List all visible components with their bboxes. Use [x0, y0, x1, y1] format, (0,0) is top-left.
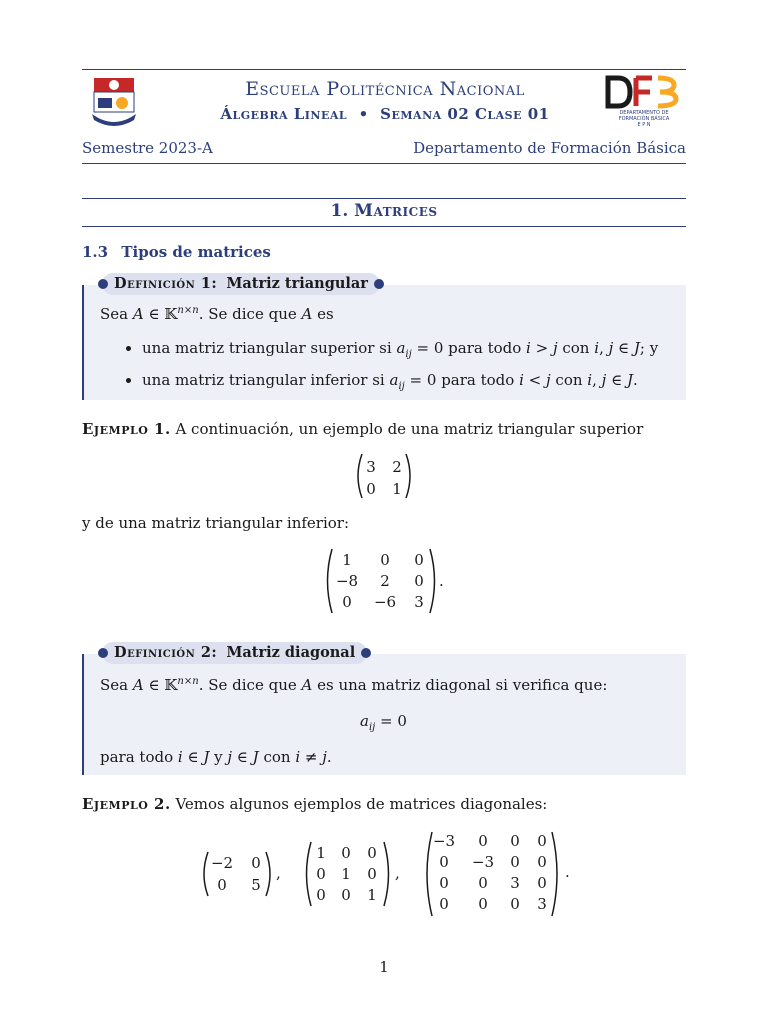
matrix-cell: 2 [392, 458, 402, 476]
definition-2-formula: $a_{ij} = 0$ [360, 712, 407, 733]
matrix-lower-triangular [323, 547, 443, 615]
bullet1-con: con [557, 339, 595, 357]
matrix-cell: 2 [380, 572, 390, 590]
matrix-upper-triangular [354, 452, 414, 500]
matrix-cell: 0 [341, 844, 351, 862]
comma: , [276, 864, 281, 882]
subsection-title: Tipos de matrices [121, 243, 271, 261]
institution-name: Escuela Politécnica Nacional [245, 78, 525, 100]
matrix-cell: 3 [537, 895, 547, 913]
bullet-dot [126, 346, 131, 351]
definition-2-label: Definición 2: [114, 644, 218, 661]
matrix-cell: −8 [335, 572, 359, 590]
subsection-number: 1.3 [82, 243, 109, 261]
example-1-between: y de una matriz triangular inferior: [82, 514, 350, 532]
matrix-cell: 0 [342, 593, 352, 611]
matrix-cell: 0 [414, 572, 424, 590]
definition-1-name: Matriz triangular [226, 275, 368, 292]
section-bottom-rule [82, 226, 686, 227]
example-2-label: Ejemplo 2. [82, 795, 171, 813]
def2-closing-con: con [258, 748, 296, 766]
example-1-body: A continuación, un ejemplo de una matriz triangular superior [175, 420, 644, 438]
matrix-cell: 0 [510, 853, 520, 871]
matrix-cell: 0 [478, 895, 488, 913]
definition-1-tab [102, 273, 380, 295]
bullet2-end: . [632, 371, 638, 389]
matrix-cell: 0 [251, 854, 261, 872]
header-bottom-rule [82, 163, 686, 164]
matrix-cell: 3 [510, 874, 520, 892]
matrix-cell: 0 [380, 551, 390, 569]
matrix-cell: 0 [439, 853, 449, 871]
matrix-cell: 0 [510, 832, 520, 850]
matrix-cell: 1 [341, 865, 351, 883]
section-title: Matrices [354, 201, 438, 221]
matrix-diagonal-4x4 [422, 830, 576, 918]
matrix-diagonal-2x2 [200, 850, 286, 898]
matrix-cell: 0 [316, 865, 326, 883]
def2-closing-y: y [209, 748, 228, 766]
dfb-logo-epn: E P N [637, 122, 651, 128]
matrix-cell: 0 [316, 886, 326, 904]
matrix-cell: −6 [373, 593, 397, 611]
matrix-cell: 3 [414, 593, 424, 611]
matrix-cell: 1 [342, 551, 352, 569]
matrix-cell: −2 [210, 854, 234, 872]
header-top-rule [82, 69, 686, 70]
matrix-cell: −3 [432, 832, 456, 850]
definition-2-box [82, 644, 686, 775]
matrix-cell: 0 [478, 832, 488, 850]
def2-intro-post: . Se dice que [198, 676, 302, 694]
tab-right-dot [361, 648, 371, 658]
matrix-cell: 0 [414, 551, 424, 569]
definition-1-label: Definición 1: [114, 275, 218, 292]
def1-intro-end: es [312, 305, 334, 323]
matrix-cell: 0 [367, 865, 377, 883]
period: . [439, 572, 444, 590]
section-number: 1. [330, 201, 349, 221]
bullet2-pre: una matriz triangular inferior si [142, 371, 390, 389]
matrix-cell: 0 [217, 876, 227, 894]
matrix-cell: 0 [510, 895, 520, 913]
definition-1-bullet-upper: una matriz triangular superior si $a_{ij} = 0$ para todo i > j con i, j ∈ J; y [142, 339, 659, 360]
matrix-cell: 0 [366, 480, 376, 498]
matrix-diagonal-3x3 [302, 840, 406, 908]
def2-intro-end: es una matriz diagonal si verifica que: [312, 676, 608, 694]
matrix-cell: 1 [367, 886, 377, 904]
matrix-cell: 0 [478, 874, 488, 892]
example-2-body: Vemos algunos ejemplos de matrices diagonales: [175, 795, 548, 813]
session-name: Semana 02 Clase 01 [380, 105, 550, 123]
course-line [160, 105, 610, 123]
bullet-dot [126, 378, 131, 383]
def1-intro-pre: Sea [100, 305, 133, 323]
bullet2-con: con [550, 371, 588, 389]
bullet1-mid: para todo [443, 339, 527, 357]
def1-intro-post: . Se dice que [198, 305, 302, 323]
matrix-cell: 5 [251, 876, 261, 894]
bullet1-end: ; y [639, 339, 659, 357]
tab-right-dot [374, 279, 384, 289]
matrix-cell: 0 [537, 832, 547, 850]
section-top-rule [82, 198, 686, 199]
matrix-cell: 1 [316, 844, 326, 862]
matrix-cell: 1 [392, 480, 402, 498]
department-label: Departamento de Formación Básica [413, 139, 686, 157]
definition-2-intro: Sea A ∈ 𝕂$^{n\times n}$. Se dice que A es una matriz diagonal si verifica que: [100, 676, 608, 694]
separator-dot: • [352, 105, 375, 123]
matrix-cell: 0 [341, 886, 351, 904]
matrix-cell: 0 [439, 874, 449, 892]
epn-logo [86, 74, 142, 130]
semester-label: Semestre 2023-A [82, 139, 213, 157]
example-2-text [82, 795, 547, 813]
page-number: 1 [379, 958, 389, 976]
definition-1-intro: Sea A ∈ 𝕂$^{n\times n}$. Se dice que A es [100, 305, 334, 323]
definition-2-tab [102, 642, 367, 664]
subsection-heading [82, 243, 271, 261]
course-name: Álgebra Lineal [220, 105, 348, 123]
definition-2-closing: para todo i ∈ J y j ∈ J con i ≠ j. [100, 748, 332, 766]
dfb-logo-subtitle: DEPARTAMENTO DE FORMACIÓN BÁSICA [618, 110, 670, 122]
tab-left-dot [98, 648, 108, 658]
def2-closing-end: . [326, 748, 332, 766]
example-1-label: Ejemplo 1. [82, 420, 171, 438]
matrix-cell: 0 [537, 874, 547, 892]
definition-1-bullet-lower: una matriz triangular inferior si $a_{ij} = 0$ para todo i < j con i, j ∈ J. [142, 371, 638, 392]
period: . [565, 863, 570, 881]
dfb-logo [604, 74, 684, 130]
example-1-text [82, 420, 643, 438]
comma: , [395, 864, 400, 882]
def2-intro-pre: Sea [100, 676, 133, 694]
section-heading [82, 201, 686, 221]
def2-closing-pre: para todo [100, 748, 178, 766]
definition-1-box [82, 275, 686, 400]
matrix-cell: 0 [439, 895, 449, 913]
matrix-cell: 3 [366, 458, 376, 476]
tab-left-dot [98, 279, 108, 289]
bullet1-pre: una matriz triangular superior si [142, 339, 397, 357]
definition-2-name: Matriz diagonal [226, 644, 356, 661]
matrix-cell: 0 [537, 853, 547, 871]
bullet2-mid: para todo [436, 371, 520, 389]
matrix-cell: −3 [471, 853, 495, 871]
def2-formula-rhs: = 0 [380, 712, 407, 730]
matrix-cell: 0 [367, 844, 377, 862]
